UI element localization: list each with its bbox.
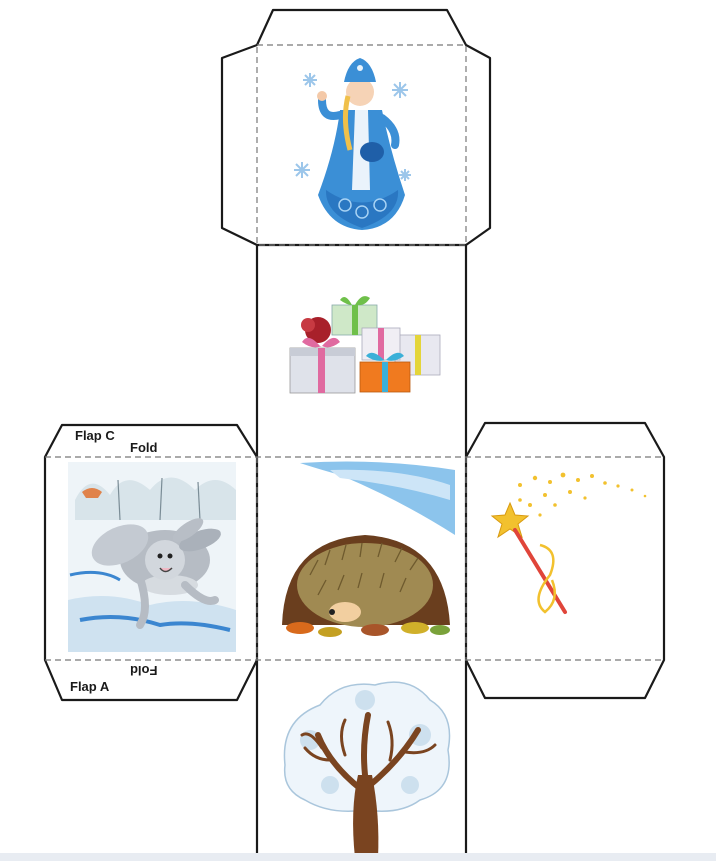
hedgehog-in-burrow-illustration — [282, 462, 455, 637]
fold-label-bottom: Fold — [130, 663, 158, 678]
snow-maiden-illustration — [294, 58, 411, 230]
running-rabbit-illustration — [68, 462, 236, 652]
flap-c-label: Flap C — [75, 428, 115, 443]
magic-wand-illustration — [492, 473, 646, 612]
flap-a-label: Flap A — [70, 679, 110, 694]
gift-boxes-illustration — [290, 296, 440, 393]
snowy-tree-illustration — [284, 682, 449, 858]
bottom-edge-strip — [0, 853, 716, 861]
fold-label-top: Fold — [130, 440, 158, 455]
